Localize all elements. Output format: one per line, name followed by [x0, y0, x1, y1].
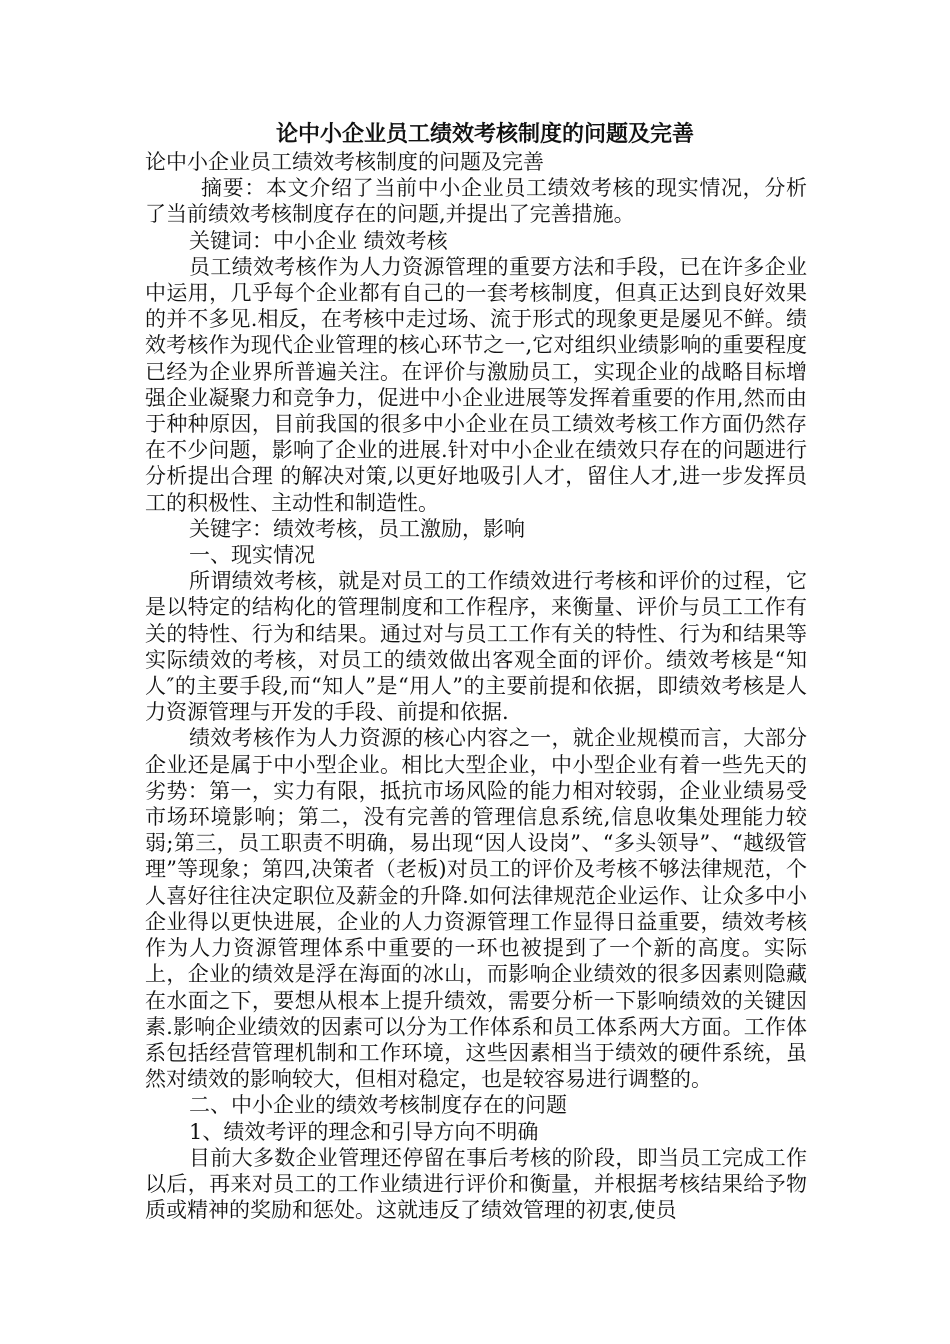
section-heading-1: 一、现实情况	[189, 543, 315, 568]
body-paragraph: 绩效考核作为人力资源的核心内容之一，就企业规模而言，大部分企业还是属于中小型企业。相比大型企业，中小型企业有着一些先天的劣势：第一，实力有限，抵抗市场风险的能力相对较弱，企业业绩易受市场环境影响；第二，没有完善的管理信息系统,信息收集处理能力较弱;第三，员工职责不明确，易出现“因人设岗”、“多头领导”、“越级管理”等现象；第四,决策者（老板)对员工的评价及考核不够法律规范，个人喜好往往决定职位及薪金的升降.如何法律规范企业运作、让众多中小企业得以更快进展，企业的人力资源管理工作显得日益重要，绩效考核作为人力资源管理体系中重要的一环也被提到了一个新的高度。实际上，企业的绩效是浮在海面的冰山，而影响企业绩效的很多因素则隐藏在水面之下，要想从根本上提升绩效，需要分析一下影响绩效的关键因素.影响企业绩效的因素可以分为工作体系和员工体系两大方面。工作体系包括经营管理机制和工作环境，这些因素相当于绩效的硬件系统，虽然对绩效的影响较大，但相对稳定，也是较容易进行调整的。	[145, 726, 807, 1092]
document-page	[145, 119, 807, 1223]
body-paragraph: 目前大多数企业管理还停留在事后考核的阶段，即当员工完成工作以后，再来对员工的工作业绩进行评价和衡量，并根据考核结果给予物质或精神的奖励和惩处。这就违反了绩效管理的初衷,使员	[145, 1145, 807, 1223]
keywords-line-2: 关键字：绩效考核，员工激励，影响	[189, 516, 525, 541]
keywords-line: 关键词：中小企业 绩效考核	[189, 228, 448, 253]
body-paragraph: 所谓绩效考核，就是对员工的工作绩效进行考核和评价的过程，它是以特定的结构化的管理制度和工作程序，来衡量、评价与员工工作有关的特性、行为和结果。通过对与员工工作有关的特性、行为和结果等实际绩效的考核，对员工的绩效做出客观全面的评价。绩效考核是“知人″的主要手段,而“知人”是“用人”的主要前提和依据，即绩效考核是人力资源管理与开发的手段、前提和依据.	[145, 569, 807, 725]
subsection-heading-1: 1、绩效考评的理念和引导方向不明确	[189, 1119, 539, 1144]
subtitle-line: 论中小企业员工绩效考核制度的问题及完善	[145, 150, 544, 174]
abstract-paragraph: 摘要：本文介绍了当前中小企业员工绩效考核的现实情况，分析了当前绩效考核制度存在的问题,并提出了完善措施。	[145, 176, 807, 227]
intro-paragraph: 员工绩效考核作为人力资源管理的重要方法和手段，已在许多企业中运用，几乎每个企业都有自己的一套考核制度，但真正达到良好效果的并不多见.相反，在考核中走过场、流于形式的现象更是屡见不鲜。绩效考核作为现代企业管理的核心环节之一,它对组织业绩影响的重要程度已经为企业界所普遍关注。在评价与激励员工，实现企业的战略目标增强企业凝聚力和竞争力，促进中小企业进展等发挥着重要的作用,然而由于种种原因，目前我国的很多中小企业在员工绩效考核工作方面仍然存在不少问题，影响了企业的进展.针对中小企业在绩效只存在的问题进行分析提出合理 的解决对策,以更好地吸引人才，留住人才,进一步发挥员工的积极性、主动性和制造性。	[145, 254, 807, 515]
section-heading-2: 二、中小企业的绩效考核制度存在的问题	[189, 1093, 567, 1118]
document-title: 论中小企业员工绩效考核制度的问题及完善	[275, 121, 694, 147]
